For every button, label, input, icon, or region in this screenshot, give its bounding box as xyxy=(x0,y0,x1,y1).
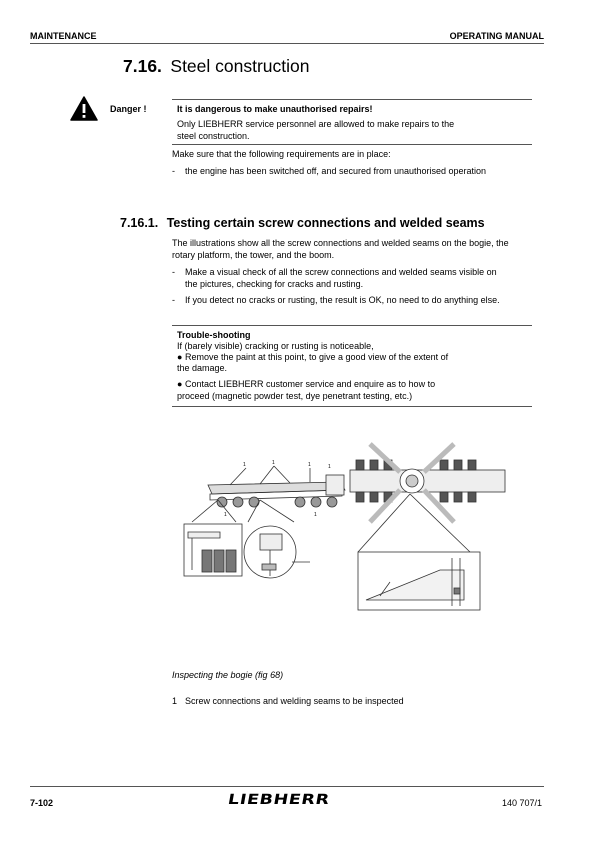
header-divider xyxy=(30,43,544,44)
header-left: MAINTENANCE xyxy=(30,31,97,41)
brand-logo: LIEBHERR xyxy=(226,792,331,808)
trouble-bullet1-line1: Remove the paint at this point, to give a good view of the extent of xyxy=(184,352,449,362)
callout-label: 1 xyxy=(328,464,331,470)
figure-caption: Inspecting the bogie (fig 68) xyxy=(172,670,284,680)
check-item-1-line2: the pictures, checking for cracks and rusting. xyxy=(185,279,364,289)
subsection-intro-line2: rotary platform, the tower, and the boom. xyxy=(172,250,335,260)
section-title: Steel construction xyxy=(170,56,310,76)
danger-top-rule xyxy=(172,99,532,100)
footer-divider xyxy=(30,786,544,787)
bullet-icon: ● xyxy=(177,379,183,389)
trouble-bullet2-line2: proceed (magnetic powder test, dye penetrant testing, etc.) xyxy=(177,391,413,401)
subsection-heading xyxy=(120,214,485,232)
bullet-icon: ● xyxy=(177,352,183,362)
legend-number: 1 xyxy=(172,696,178,706)
danger-bottom-rule xyxy=(172,144,532,145)
requirements-intro: Make sure that the following requirements are in place: xyxy=(172,149,391,159)
callout-label: 1 xyxy=(314,512,317,518)
danger-title: It is dangerous to make unauthorised repairs! xyxy=(177,104,373,114)
check-item-2-line1: If you detect no cracks or rusting, the result is OK, no need to do anything else. xyxy=(185,295,500,305)
section-number: 7.16. xyxy=(123,56,162,76)
trouble-bullet1-line2: the damage. xyxy=(177,363,228,373)
callout-label: 1 xyxy=(308,462,311,468)
legend-text: Screw connections and welding seams to be inspected xyxy=(185,696,404,706)
danger-body-line2: steel construction. xyxy=(177,131,250,141)
callout-label: 1 xyxy=(272,460,275,466)
bogie-plan-view xyxy=(350,444,505,522)
trouble-bullet2 xyxy=(177,378,435,390)
danger-label: Danger ! xyxy=(110,104,147,114)
subsection-title: Testing certain screw connections and welded seams xyxy=(166,216,485,230)
document-number: 140 707/1 xyxy=(501,798,542,808)
subsection-number: 7.16.1. xyxy=(120,216,159,230)
trouble-bullet2-line1: Contact LIEBHERR customer service and enquire as to how to xyxy=(184,379,436,389)
requirement-item: the engine has been switched off, and secured from unauthorised operation xyxy=(185,166,487,176)
detail-a xyxy=(184,524,242,576)
trouble-bottom-rule xyxy=(172,406,532,407)
trouble-line1: If (barely visible) cracking or rusting is noticeable, xyxy=(177,341,374,351)
section-heading xyxy=(123,56,310,77)
header-right: OPERATING MANUAL xyxy=(449,31,544,41)
check-item-1-line1: Make a visual check of all the screw connections and welded seams visible on xyxy=(185,267,497,277)
callout-label: 1 xyxy=(243,462,246,468)
list-dash: - xyxy=(172,295,175,305)
list-dash: - xyxy=(172,267,175,277)
bogie-inspection-figure xyxy=(170,430,540,655)
warning-icon xyxy=(70,96,98,121)
detail-b xyxy=(244,526,310,578)
trouble-title: Trouble-shooting xyxy=(177,330,251,340)
page-number: 7-102 xyxy=(30,798,54,808)
danger-body-line1: Only LIEBHERR service personnel are allowed to make repairs to the xyxy=(177,119,455,129)
list-dash: - xyxy=(172,166,175,176)
trouble-top-rule xyxy=(172,325,532,326)
subsection-intro-line1: The illustrations show all the screw connections and welded seams on the bogie, the xyxy=(172,238,509,248)
callout-label: 1 xyxy=(224,512,227,518)
detail-c xyxy=(358,552,480,610)
bogie-side-view xyxy=(208,466,345,507)
